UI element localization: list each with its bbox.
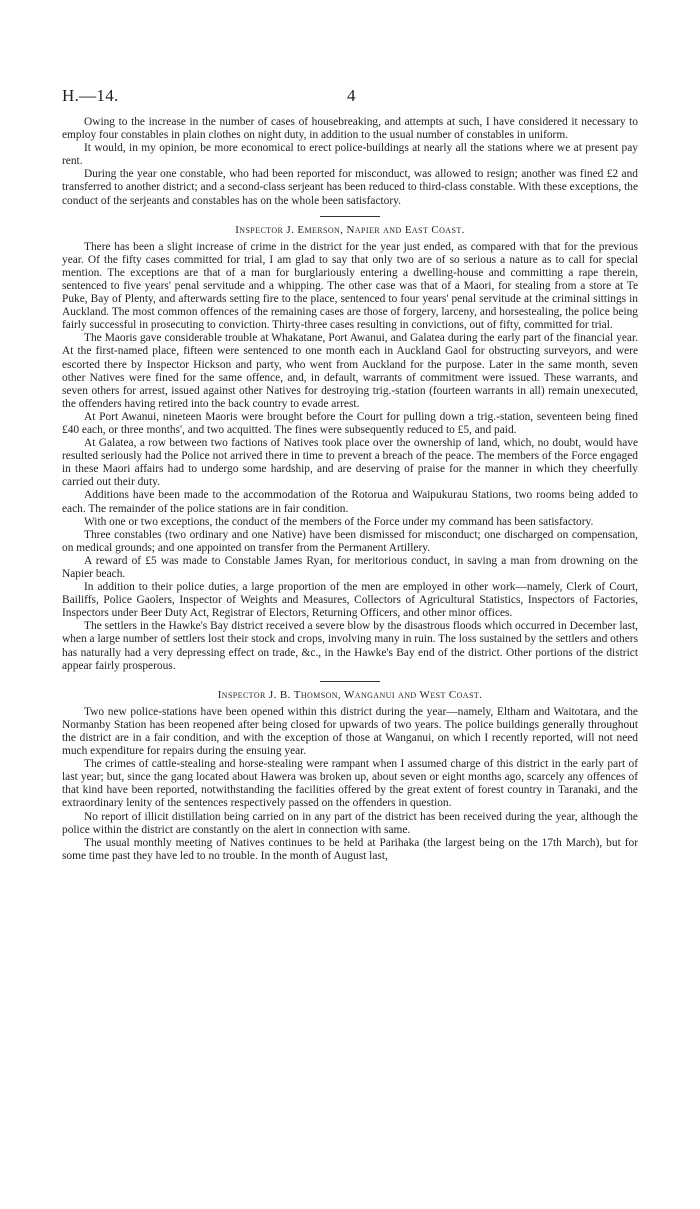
section-divider bbox=[320, 681, 380, 682]
paragraph: Three constables (two ordinary and one Native) have been dismissed for misconduct; one discharged on compensation, on medical grounds; and one appointed on transfer from the Permanent Artillery. bbox=[62, 528, 638, 554]
body-text bbox=[62, 116, 638, 863]
paragraph: Additions have been made to the accommodation of the Rotorua and Waipukurau Stations, two rooms being added to each. The remainder of the police stations are in fair condition. bbox=[62, 489, 638, 515]
paragraph: A reward of £5 was made to Constable James Ryan, for meritorious conduct, in saving a man from drowning on the Napier beach. bbox=[62, 554, 638, 580]
paragraph: During the year one constable, who had been reported for misconduct, was allowed to resign; another was fined £2 and transferred to another district; and a second-class serjeant has been reduced to third-class constable. With these exceptions, the conduct of the serjeants and constables has on the whole been satisfactory. bbox=[62, 168, 638, 207]
paragraph: With one or two exceptions, the conduct of the members of the Force under my command has been satisfactory. bbox=[84, 515, 594, 528]
paragraph: Two new police-stations have been opened within this district during the year—namely, Eltham and Waitotara, and the Normanby Station has been reopened after being closed for upwards of two years. The police buildings generally throughout the district are in a fair condition, and with the exception of those at Wanganui, on which I recently reported, will not need much expenditure for repairs during the ensuing year. bbox=[62, 705, 638, 758]
paragraph: Owing to the increase in the number of cases of housebreaking, and attempts at such, I have considered it necessary to employ four constables in plain clothes on night duty, in addition to the usual number of constables in uniform. bbox=[62, 116, 638, 142]
paragraph: In addition to their police duties, a large proportion of the men are employed in other work—namely, Clerk of Court, Bailiffs, Police Gaolers, Inspector of Weights and Measures, Collectors of Agricultural Statistics, Inspectors of Factories, Inspectors under Beer Duty Act, Registrar of Electors, Returning Officers, and other minor offices. bbox=[62, 581, 638, 620]
section-divider bbox=[320, 216, 380, 217]
paragraph: The settlers in the Hawke's Bay district received a severe blow by the disastrous floods which occurred in December last, when a large number of settlers lost their stock and crops, involving many in ruin. The loss sustained by the settlers and others has naturally had a very depressing effect on trade, &c., in the Hawke's Bay end of the district. Other portions of the district appear fairly prosperous. bbox=[62, 620, 638, 672]
paragraph: At Port Awanui, nineteen Maoris were brought before the Court for pulling down a trig.-station, seventeen being fined £40 each, or three months', and two acquitted. The fines were subsequently reduced to £5, and paid. bbox=[62, 410, 638, 436]
running-header bbox=[62, 86, 638, 108]
paragraph: There has been a slight increase of crime in the district for the year just ended, as compared with that for the previous year. Of the fifty cases committed for trial, I am glad to say that only two are of so serious a nature as to call for special mention. The exceptions are that of a man for burglariously entering a dwelling-house and committing a rape therein, sentenced to five years' penal servitude and a whipping. The other case was that of a Maori, for stealing from a store at Te Puke, Bay of Plenty, and afterwards setting fire to the place, sentenced to four years' penal servitude at the criminal sittings in Auckland. The most common offences of the remaining cases are those of forgery, larceny, and horsestealing, the police being fairly successful in prosecuting to conviction. Thirty-three cases resulting in convictions, out of fifty, committed for trial. bbox=[62, 240, 638, 332]
paragraph: The crimes of cattle-stealing and horse-stealing were rampant when I assumed charge of this district in the early part of last year; but, since the gang located about Hawera was broken up, about seven or eight months ago, scarcely any offences of that kind have been reported, notwithstanding the facilities offered by the great extent of forest country in Taranaki, and the extraordinary lenity of the sentences respectively passed on the offenders in question. bbox=[62, 758, 638, 810]
report-reference: H.—14. bbox=[62, 86, 119, 105]
paragraph: It would, in my opinion, be more economical to erect police-buildings at nearly all the stations where we at present pay rent. bbox=[62, 142, 638, 168]
section-heading-wanganui: Inspector J. B. Thomson, Wanganui and West Coast. bbox=[217, 688, 483, 701]
paragraph: The Maoris gave considerable trouble at Whakatane, Port Awanui, and Galatea during the early part of the financial year. At the first-named place, fifteen were sentenced to one month each in Auckland Gaol for obstructing surveyors, and were escorted there by Inspector Hickson and party, who went from Auckland for the purpose. Later in the same month, seven other Natives were fined for the same offence, and, in default, warrants of commitment were issued. These warrants, and seven others for arrest, issued against other Natives for destroying trig.-station (fourteen warrants in all) remain unexecuted, the offenders having retired into the back country to evade arrest. bbox=[62, 332, 638, 410]
page-number: 4 bbox=[347, 86, 356, 105]
paragraph: At Galatea, a row between two factions of Natives took place over the ownership of land, which, no doubt, would have resulted seriously had the Police not arrived there in time to prevent a breach of the peace. The members of the Force engaged in these Maori affairs had to undergo some hardship, and are deserving of praise for the manner in which they cheerfully carried out their duty. bbox=[62, 437, 638, 489]
paragraph: The usual monthly meeting of Natives continues to be held at Parihaka (the largest being on the 17th March), but for some time past they have led to no trouble. In the month of August last, bbox=[62, 836, 638, 862]
paragraph: No report of illicit distillation being carried on in any part of the district has been received during the year, although the police within the district are constantly on the alert in connection with same. bbox=[62, 810, 638, 836]
section-heading-napier: Inspector J. Emerson, Napier and East Coast. bbox=[235, 223, 465, 236]
